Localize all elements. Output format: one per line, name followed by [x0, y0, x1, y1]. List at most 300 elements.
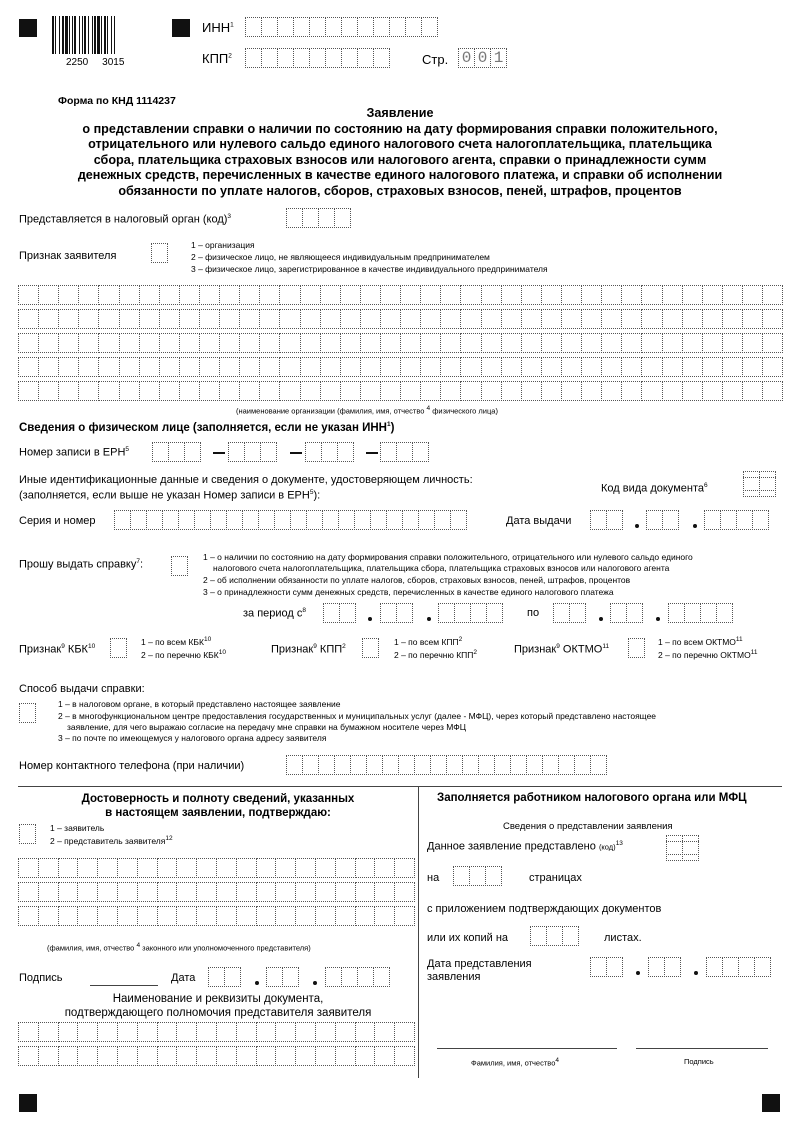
entry-cell[interactable] — [219, 357, 240, 377]
entry-cell[interactable] — [380, 442, 397, 462]
entry-cell[interactable] — [562, 926, 579, 946]
entry-cell[interactable] — [501, 285, 522, 305]
entry-cell[interactable] — [374, 1046, 395, 1066]
entry-cell[interactable] — [335, 882, 356, 902]
entry-cell[interactable] — [481, 285, 502, 305]
entry-cell[interactable] — [275, 1046, 296, 1066]
entry-cell[interactable] — [380, 381, 401, 401]
entry-cell[interactable] — [306, 510, 323, 530]
entry-cell[interactable] — [77, 882, 98, 902]
entry-cell[interactable] — [315, 906, 336, 926]
entry-cell[interactable] — [300, 309, 321, 329]
entry-cell[interactable] — [742, 285, 763, 305]
entry-cell[interactable] — [340, 333, 361, 353]
entry-cell[interactable] — [762, 285, 783, 305]
entry-cell[interactable] — [453, 866, 470, 886]
entry-cell[interactable] — [546, 926, 563, 946]
entry-cell[interactable] — [374, 906, 395, 926]
representative-name-row[interactable] — [18, 906, 414, 926]
representative-name-row[interactable] — [18, 858, 414, 878]
entry-cell[interactable] — [460, 333, 481, 353]
entry-cell[interactable] — [259, 333, 280, 353]
entry-cell[interactable] — [279, 309, 300, 329]
entry-cell[interactable] — [621, 309, 642, 329]
entry-cell[interactable] — [168, 442, 185, 462]
entry-cell[interactable] — [256, 1022, 277, 1042]
entry-cell[interactable] — [216, 1022, 237, 1042]
entry-cell[interactable] — [216, 858, 237, 878]
entry-cell[interactable] — [305, 442, 322, 462]
entry-cell[interactable] — [601, 333, 622, 353]
entry-cell[interactable] — [18, 309, 39, 329]
entry-cell[interactable] — [338, 510, 355, 530]
entry-cell[interactable] — [320, 333, 341, 353]
entry-cell[interactable] — [440, 357, 461, 377]
entry-cell[interactable] — [184, 442, 201, 462]
entry-cell[interactable] — [315, 1046, 336, 1066]
entry-cell[interactable] — [462, 755, 479, 775]
entry-cell[interactable] — [396, 603, 413, 623]
entry-cell[interactable] — [159, 381, 180, 401]
entry-cell[interactable] — [300, 333, 321, 353]
entry-cell[interactable] — [302, 755, 319, 775]
entry-cell[interactable] — [380, 285, 401, 305]
entry-cell[interactable] — [662, 333, 683, 353]
issue-month-field[interactable] — [646, 510, 678, 530]
entry-cell[interactable] — [38, 1046, 59, 1066]
entry-cell[interactable] — [38, 333, 59, 353]
entry-cell[interactable] — [541, 285, 562, 305]
inn-field[interactable] — [245, 17, 437, 37]
entry-cell[interactable] — [77, 1046, 98, 1066]
entry-cell[interactable] — [394, 858, 415, 878]
entry-cell[interactable] — [668, 603, 685, 623]
entry-cell[interactable] — [700, 603, 717, 623]
entry-cell[interactable] — [98, 381, 119, 401]
entry-cell[interactable] — [738, 957, 755, 977]
entry-cell[interactable] — [440, 285, 461, 305]
entry-cell[interactable] — [58, 333, 79, 353]
entry-cell[interactable] — [626, 603, 643, 623]
entry-cell[interactable] — [139, 381, 160, 401]
entry-cell[interactable] — [420, 357, 441, 377]
entry-cell[interactable] — [320, 309, 341, 329]
entry-cell[interactable] — [97, 1046, 118, 1066]
tax-authority-code-field[interactable] — [286, 208, 350, 228]
entry-cell[interactable] — [360, 285, 381, 305]
entry-cell[interactable] — [300, 285, 321, 305]
entry-cell[interactable] — [400, 381, 421, 401]
entry-cell[interactable] — [370, 510, 387, 530]
issue-year-field[interactable] — [704, 510, 768, 530]
entry-cell[interactable] — [176, 1046, 197, 1066]
entry-cell[interactable] — [325, 48, 342, 68]
entry-cell[interactable] — [179, 285, 200, 305]
entry-cell[interactable] — [279, 333, 300, 353]
entry-cell[interactable] — [373, 967, 390, 987]
entry-cell[interactable] — [396, 442, 413, 462]
sheets-count-field[interactable] — [530, 926, 578, 946]
entry-cell[interactable] — [208, 967, 225, 987]
ern-part-1[interactable] — [152, 442, 200, 462]
period-from-year[interactable] — [438, 603, 502, 623]
entry-cell[interactable] — [373, 17, 390, 37]
entry-cell[interactable] — [521, 309, 542, 329]
entry-cell[interactable] — [260, 442, 277, 462]
entry-cell[interactable] — [196, 882, 217, 902]
entry-cell[interactable] — [196, 1046, 217, 1066]
entry-cell[interactable] — [295, 1046, 316, 1066]
entry-cell[interactable] — [521, 357, 542, 377]
entry-cell[interactable] — [412, 442, 429, 462]
entry-cell[interactable] — [742, 357, 763, 377]
entry-cell[interactable] — [151, 243, 168, 263]
entry-cell[interactable] — [421, 17, 438, 37]
entry-cell[interactable] — [279, 381, 300, 401]
entry-cell[interactable] — [510, 755, 527, 775]
entry-cell[interactable] — [157, 1022, 178, 1042]
issue-day-field[interactable] — [590, 510, 622, 530]
entry-cell[interactable] — [157, 858, 178, 878]
entry-cell[interactable] — [702, 357, 723, 377]
series-number-field[interactable] — [114, 510, 466, 530]
entry-cell[interactable] — [295, 882, 316, 902]
entry-cell[interactable] — [58, 357, 79, 377]
entry-cell[interactable] — [380, 357, 401, 377]
period-to-year[interactable] — [668, 603, 732, 623]
entry-cell[interactable] — [78, 333, 99, 353]
entry-cell[interactable] — [648, 957, 665, 977]
entry-cell[interactable] — [295, 1022, 316, 1042]
entry-cell[interactable] — [58, 906, 79, 926]
entry-cell[interactable] — [541, 333, 562, 353]
entry-cell[interactable] — [38, 906, 59, 926]
entry-cell[interactable] — [18, 882, 39, 902]
officer-name-line[interactable] — [437, 1048, 617, 1049]
entry-cell[interactable] — [119, 285, 140, 305]
entry-cell[interactable] — [323, 603, 340, 623]
entry-cell[interactable] — [581, 285, 602, 305]
entry-cell[interactable] — [610, 603, 627, 623]
entry-cell[interactable] — [18, 1046, 39, 1066]
entry-cell[interactable] — [224, 967, 241, 987]
entry-cell[interactable] — [78, 381, 99, 401]
entry-cell[interactable] — [226, 510, 243, 530]
entry-cell[interactable] — [117, 1022, 138, 1042]
entry-cell[interactable] — [501, 309, 522, 329]
entry-cell[interactable] — [646, 510, 663, 530]
entry-cell[interactable] — [702, 381, 723, 401]
entry-cell[interactable] — [682, 333, 703, 353]
entry-cell[interactable] — [486, 603, 503, 623]
org-name-row[interactable] — [18, 309, 782, 329]
entry-cell[interactable] — [420, 333, 441, 353]
entry-cell[interactable] — [339, 603, 356, 623]
confirm-year-field[interactable] — [325, 967, 389, 987]
entry-cell[interactable] — [78, 285, 99, 305]
entry-cell[interactable] — [374, 1022, 395, 1042]
entry-cell[interactable] — [293, 48, 310, 68]
entry-cell[interactable] — [662, 381, 683, 401]
entry-cell[interactable] — [590, 957, 607, 977]
entry-cell[interactable] — [274, 510, 291, 530]
entry-cell[interactable] — [275, 858, 296, 878]
entry-cell[interactable] — [199, 357, 220, 377]
confirm-day-field[interactable] — [208, 967, 240, 987]
entry-cell[interactable] — [259, 285, 280, 305]
entry-cell[interactable] — [762, 309, 783, 329]
entry-cell[interactable] — [325, 17, 342, 37]
entry-cell[interactable] — [606, 510, 623, 530]
entry-cell[interactable] — [394, 906, 415, 926]
entry-cell[interactable] — [621, 357, 642, 377]
entry-cell[interactable] — [414, 755, 431, 775]
entry-cell[interactable] — [315, 882, 336, 902]
entry-cell[interactable] — [722, 381, 743, 401]
entry-cell[interactable] — [716, 603, 733, 623]
entry-cell[interactable] — [38, 285, 59, 305]
entry-cell[interactable] — [78, 309, 99, 329]
entry-cell[interactable] — [320, 285, 341, 305]
entry-cell[interactable] — [402, 510, 419, 530]
entry-cell[interactable] — [117, 1046, 138, 1066]
entry-cell[interactable] — [357, 17, 374, 37]
entry-cell[interactable] — [362, 638, 379, 658]
entry-cell[interactable] — [38, 357, 59, 377]
entry-cell[interactable] — [18, 381, 39, 401]
entry-cell[interactable] — [315, 1022, 336, 1042]
entry-cell[interactable] — [277, 17, 294, 37]
entry-cell[interactable] — [320, 381, 341, 401]
entry-cell[interactable] — [574, 755, 591, 775]
entry-cell[interactable] — [360, 333, 381, 353]
entry-cell[interactable] — [38, 1022, 59, 1042]
entry-cell[interactable] — [275, 1022, 296, 1042]
entry-cell[interactable] — [199, 285, 220, 305]
officer-signature-line[interactable] — [636, 1048, 768, 1049]
entry-cell[interactable] — [97, 858, 118, 878]
entry-cell[interactable] — [382, 755, 399, 775]
entry-cell[interactable] — [641, 357, 662, 377]
entry-cell[interactable] — [494, 755, 511, 775]
entry-cell[interactable] — [130, 510, 147, 530]
entry-cell[interactable] — [309, 48, 326, 68]
entry-cell[interactable] — [19, 703, 36, 723]
entry-cell[interactable] — [58, 381, 79, 401]
entry-cell[interactable] — [334, 755, 351, 775]
entry-cell[interactable] — [682, 285, 703, 305]
entry-cell[interactable] — [119, 381, 140, 401]
entry-cell[interactable] — [521, 333, 542, 353]
entry-cell[interactable] — [199, 309, 220, 329]
signature-line[interactable] — [90, 985, 158, 986]
entry-cell[interactable] — [460, 309, 481, 329]
entry-cell[interactable] — [137, 858, 158, 878]
kbk-flag-field[interactable] — [110, 638, 126, 658]
entry-cell[interactable] — [628, 638, 645, 658]
entry-cell[interactable] — [219, 285, 240, 305]
entry-cell[interactable] — [341, 17, 358, 37]
entry-cell[interactable] — [440, 309, 461, 329]
entry-cell[interactable] — [350, 755, 367, 775]
entry-cell[interactable] — [77, 858, 98, 878]
entry-cell[interactable] — [157, 1046, 178, 1066]
entry-cell[interactable] — [159, 333, 180, 353]
entry-cell[interactable] — [400, 285, 421, 305]
entry-cell[interactable] — [219, 381, 240, 401]
entry-cell[interactable] — [541, 357, 562, 377]
entry-cell[interactable] — [38, 309, 59, 329]
entry-cell[interactable] — [258, 510, 275, 530]
entry-cell[interactable] — [398, 755, 415, 775]
entry-cell[interactable] — [389, 17, 406, 37]
entry-cell[interactable] — [196, 858, 217, 878]
entry-cell[interactable] — [762, 357, 783, 377]
entry-cell[interactable] — [236, 882, 257, 902]
entry-cell[interactable] — [178, 510, 195, 530]
entry-cell[interactable] — [340, 285, 361, 305]
entry-cell[interactable] — [360, 309, 381, 329]
entry-cell[interactable] — [606, 957, 623, 977]
entry-cell[interactable] — [541, 381, 562, 401]
entry-cell[interactable] — [469, 866, 486, 886]
period-to-day[interactable] — [553, 603, 585, 623]
entry-cell[interactable] — [720, 510, 737, 530]
entry-cell[interactable] — [501, 381, 522, 401]
entry-cell[interactable] — [279, 357, 300, 377]
entry-cell[interactable] — [405, 17, 422, 37]
entry-cell[interactable] — [19, 824, 36, 844]
entry-cell[interactable] — [355, 882, 376, 902]
entry-cell[interactable] — [77, 1022, 98, 1042]
entry-cell[interactable] — [702, 285, 723, 305]
entry-cell[interactable] — [137, 906, 158, 926]
entry-cell[interactable] — [481, 333, 502, 353]
entry-cell[interactable] — [196, 1022, 217, 1042]
entry-cell[interactable] — [722, 285, 743, 305]
entry-cell[interactable] — [601, 285, 622, 305]
entry-cell[interactable] — [460, 285, 481, 305]
entry-cell[interactable] — [171, 556, 188, 576]
entry-cell[interactable] — [400, 309, 421, 329]
entry-cell[interactable] — [97, 882, 118, 902]
submission-day-field[interactable] — [590, 957, 622, 977]
entry-cell[interactable] — [279, 285, 300, 305]
entry-cell[interactable] — [481, 309, 502, 329]
entry-cell[interactable] — [239, 285, 260, 305]
period-from-day[interactable] — [323, 603, 355, 623]
entry-cell[interactable] — [18, 858, 39, 878]
entry-cell[interactable] — [320, 357, 341, 377]
entry-cell[interactable] — [239, 357, 260, 377]
entry-cell[interactable] — [176, 1022, 197, 1042]
entry-cell[interactable] — [228, 442, 245, 462]
entry-cell[interactable] — [561, 333, 582, 353]
entry-cell[interactable] — [18, 906, 39, 926]
entry-cell[interactable] — [139, 333, 160, 353]
entry-cell[interactable] — [742, 309, 763, 329]
entry-cell[interactable] — [290, 510, 307, 530]
entry-cell[interactable] — [481, 381, 502, 401]
entry-cell[interactable] — [199, 381, 220, 401]
entry-cell[interactable] — [110, 638, 127, 658]
entry-cell[interactable] — [434, 510, 451, 530]
entry-cell[interactable] — [454, 603, 471, 623]
entry-cell[interactable] — [561, 309, 582, 329]
entry-cell[interactable] — [478, 755, 495, 775]
entry-cell[interactable] — [702, 309, 723, 329]
entry-cell[interactable] — [256, 1046, 277, 1066]
pages-count-field[interactable] — [453, 866, 501, 886]
entry-cell[interactable] — [239, 333, 260, 353]
entry-cell[interactable] — [754, 957, 771, 977]
entry-cell[interactable] — [159, 285, 180, 305]
entry-cell[interactable] — [282, 967, 299, 987]
entry-cell[interactable] — [146, 510, 163, 530]
ern-part-3[interactable] — [305, 442, 353, 462]
request-type-field[interactable] — [171, 556, 187, 576]
entry-cell[interactable] — [380, 333, 401, 353]
submitted-code-field-row2[interactable] — [666, 841, 698, 861]
entry-cell[interactable] — [78, 357, 99, 377]
entry-cell[interactable] — [97, 906, 118, 926]
entry-cell[interactable] — [322, 510, 339, 530]
ern-part-2[interactable] — [228, 442, 276, 462]
entry-cell[interactable] — [256, 882, 277, 902]
org-name-row[interactable] — [18, 381, 782, 401]
entry-cell[interactable] — [394, 882, 415, 902]
entry-cell[interactable] — [335, 1046, 356, 1066]
entry-cell[interactable] — [702, 333, 723, 353]
entry-cell[interactable] — [117, 858, 138, 878]
entry-cell[interactable] — [98, 309, 119, 329]
entry-cell[interactable] — [752, 510, 769, 530]
entry-cell[interactable] — [357, 48, 374, 68]
entry-cell[interactable] — [561, 357, 582, 377]
entry-cell[interactable] — [139, 309, 160, 329]
entry-cell[interactable] — [682, 381, 703, 401]
entry-cell[interactable] — [470, 603, 487, 623]
entry-cell[interactable] — [261, 48, 278, 68]
entry-cell[interactable] — [337, 442, 354, 462]
entry-cell[interactable] — [157, 882, 178, 902]
entry-cell[interactable] — [641, 381, 662, 401]
entry-cell[interactable] — [684, 603, 701, 623]
entry-cell[interactable] — [242, 510, 259, 530]
entry-cell[interactable] — [199, 333, 220, 353]
entry-cell[interactable] — [380, 603, 397, 623]
entry-cell[interactable] — [481, 357, 502, 377]
entry-cell[interactable] — [420, 285, 441, 305]
entry-cell[interactable] — [569, 603, 586, 623]
confirm-month-field[interactable] — [266, 967, 298, 987]
period-from-month[interactable] — [380, 603, 412, 623]
entry-cell[interactable] — [722, 309, 743, 329]
entry-cell[interactable] — [722, 333, 743, 353]
entry-cell[interactable] — [315, 858, 336, 878]
phone-field[interactable] — [286, 755, 606, 775]
entry-cell[interactable] — [266, 967, 283, 987]
entry-cell[interactable] — [58, 309, 79, 329]
entry-cell[interactable] — [662, 357, 683, 377]
entry-cell[interactable] — [621, 333, 642, 353]
entry-cell[interactable] — [244, 442, 261, 462]
entry-cell[interactable] — [259, 309, 280, 329]
entry-cell[interactable] — [357, 967, 374, 987]
doc-kind-field-row2[interactable] — [743, 477, 775, 497]
entry-cell[interactable] — [210, 510, 227, 530]
entry-cell[interactable] — [98, 357, 119, 377]
